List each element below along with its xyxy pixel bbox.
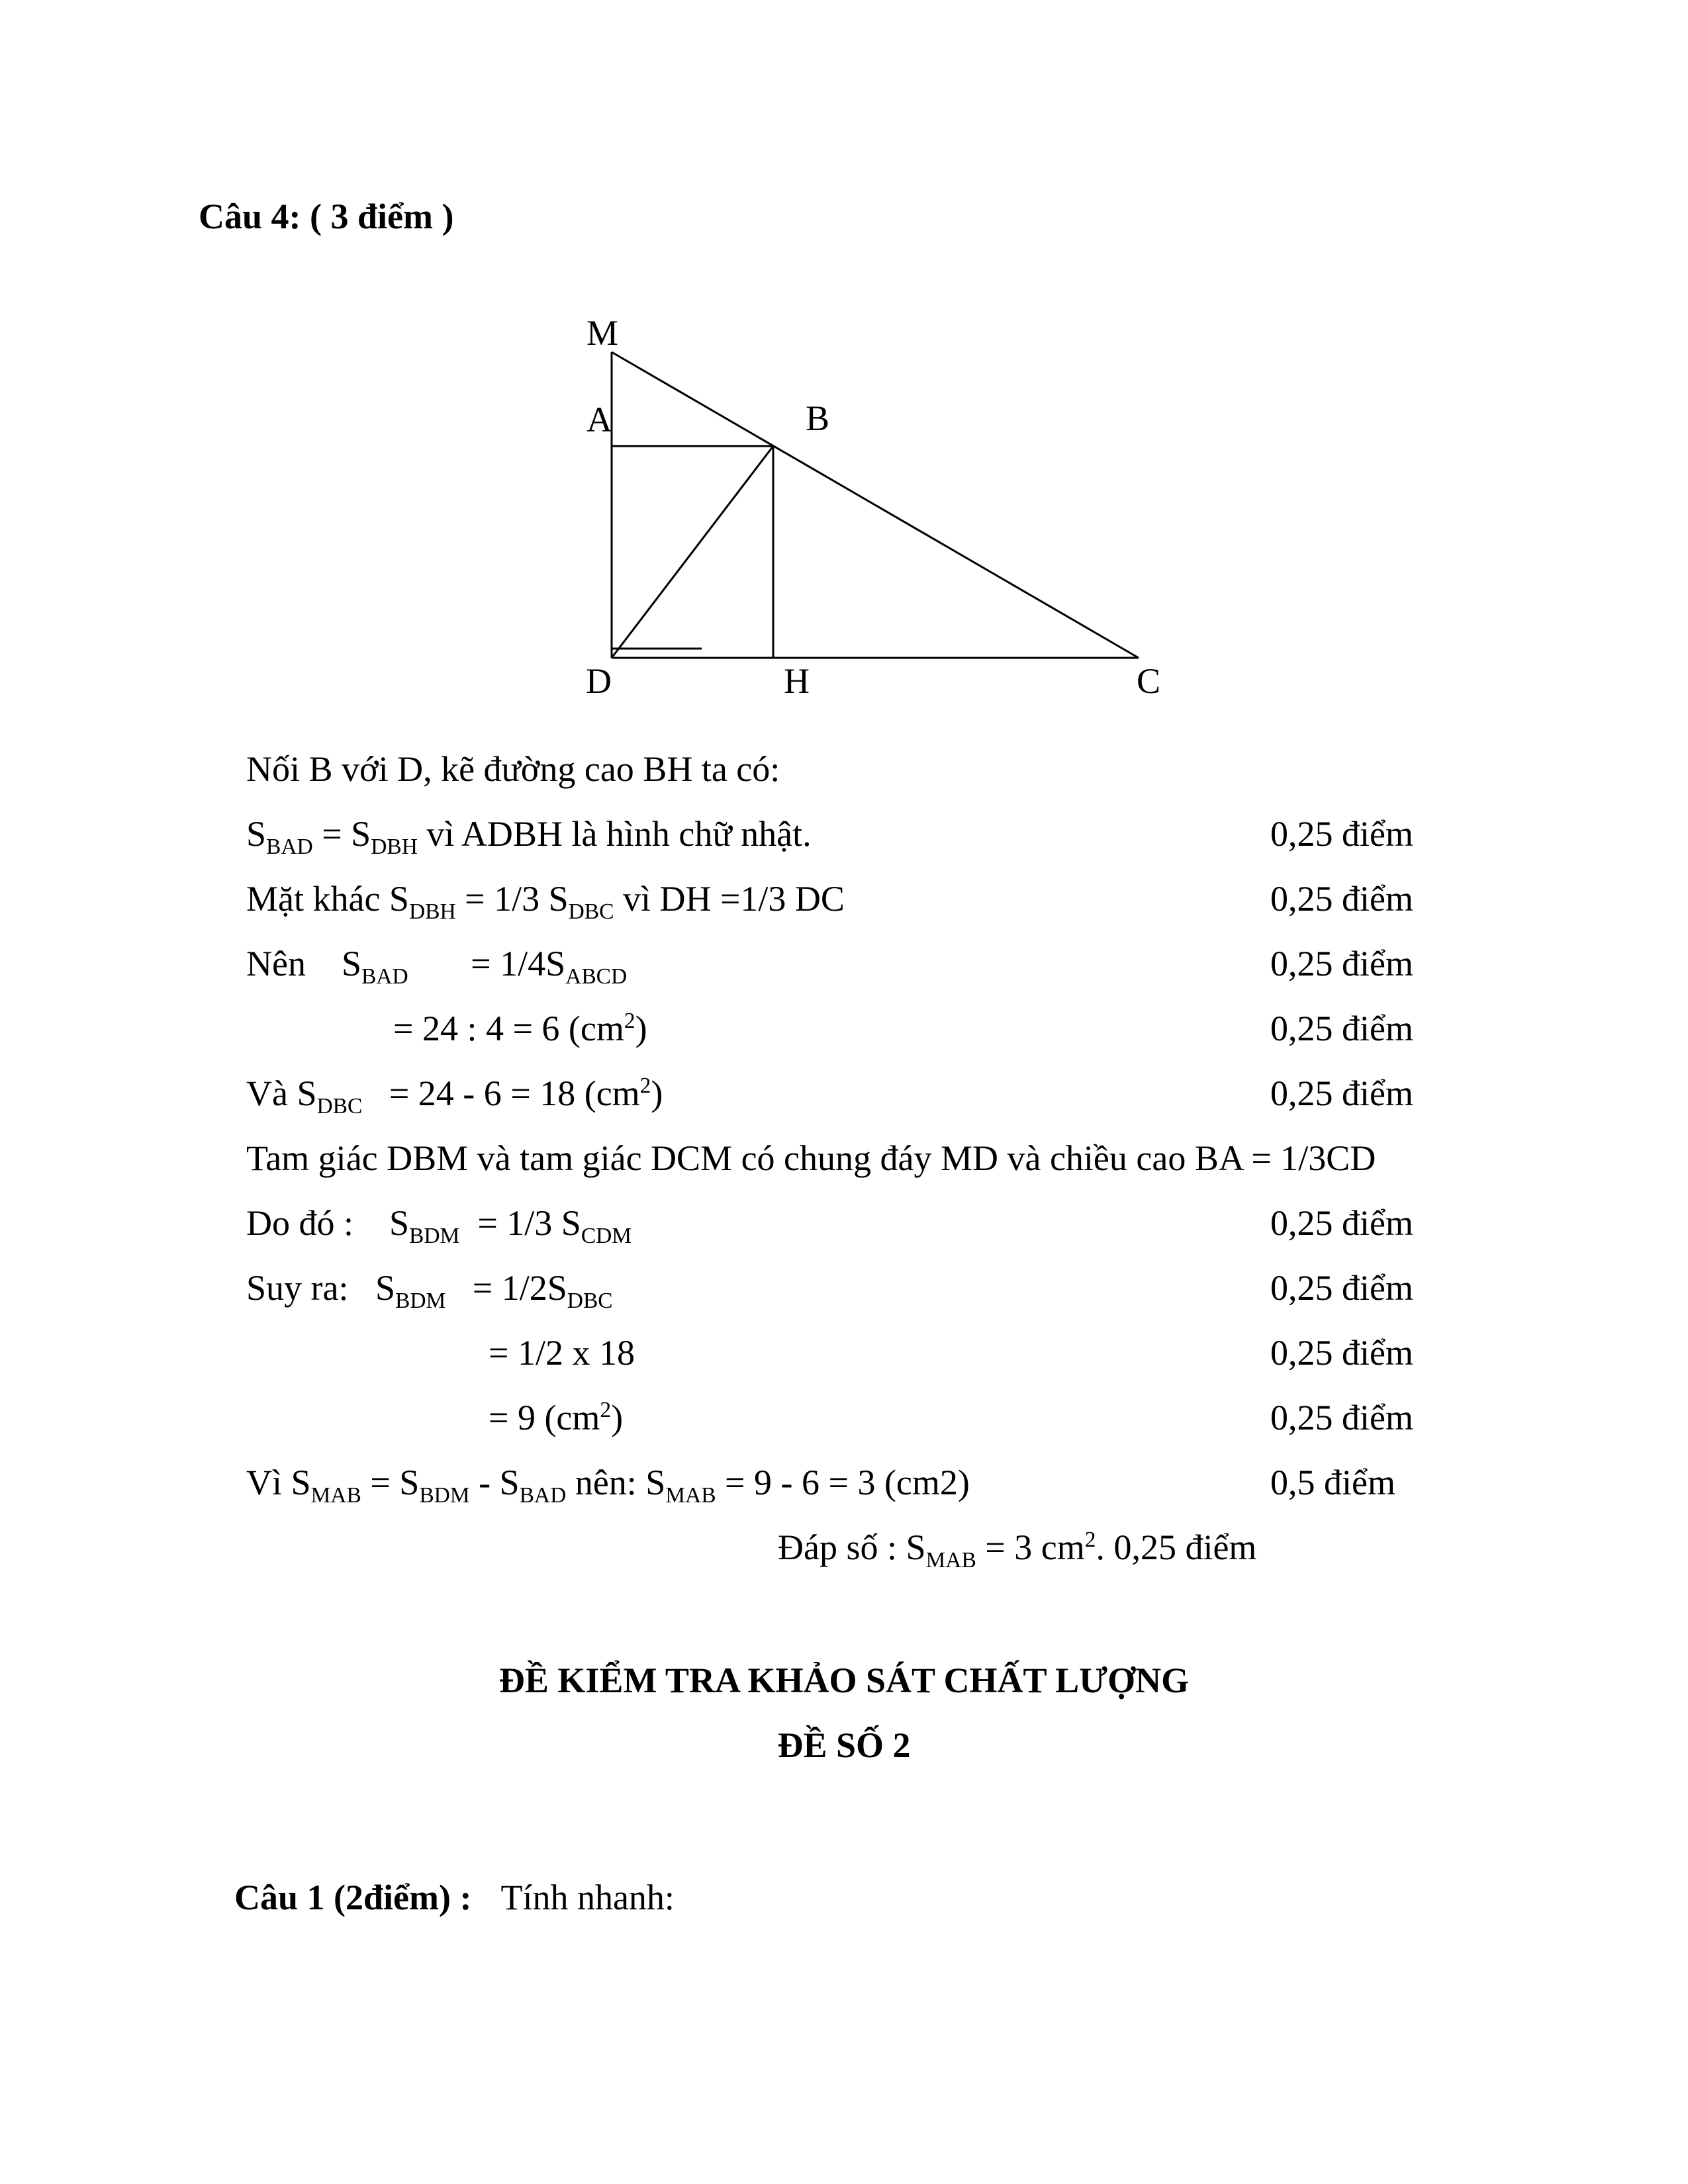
segment-mc [612, 352, 1139, 658]
score-label: 0,5 điểm [1270, 1463, 1395, 1502]
point-label-c: C [1137, 661, 1161, 695]
score-label: 0,25 điểm [1270, 1398, 1413, 1437]
solution-row-text: = 1/2 x 18 [489, 1333, 635, 1373]
solution-intro [246, 737, 1544, 801]
point-label-a: A [586, 400, 612, 439]
segment-db [612, 446, 773, 658]
solution-row-text: Nên $S_{BAD}$ = $1/4S_{ABCD}$ [246, 944, 628, 989]
score-label: 0,25 điểm [1270, 1009, 1413, 1048]
score-label: 0,25 điểm [1270, 879, 1413, 919]
solution-row [246, 1061, 1544, 1126]
solution-row [246, 1255, 1544, 1320]
score-label: 0,25 điểm [1270, 814, 1413, 854]
solution-intro-text: Nối B với D, kẽ đường cao BH ta có: [246, 749, 780, 789]
section-title: ĐỀ KIỂM TRA KHẢO SÁT CHẤT LƯỢNG [498, 1661, 1190, 1700]
point-label-b: B [806, 398, 830, 438]
solution-block [246, 737, 1544, 1580]
solution-row-text: = 24 : 4 = 6 $(cm^2)$ [393, 1009, 647, 1048]
solution-row-text: Suy ra: $S_{BDM} = 1/2S_{DBC}$ [246, 1268, 613, 1313]
point-label-d: D [586, 661, 612, 695]
solution-row [246, 1450, 1544, 1515]
score-label: 0,25 điểm [1270, 1203, 1413, 1243]
question-1-heading [199, 1800, 675, 1995]
solution-row-text: Mặt khác $S_{DBH} = 1/3$ $S_{DBC}$ vì DH =1/3 DC [246, 879, 845, 924]
score-label: 0,25 điểm [1270, 1268, 1413, 1308]
question-1-label: Câu 1 (2điểm) : [234, 1878, 472, 1917]
solution-row [246, 1515, 1544, 1580]
section-subtitle: ĐỀ SỐ 2 [777, 1725, 911, 1765]
solution-rows [246, 801, 1544, 1580]
point-label-m: M [586, 313, 619, 353]
point-label-h: H [784, 661, 810, 695]
question-1-text: Tính nhanh: [500, 1878, 675, 1917]
solution-row [246, 931, 1544, 996]
solution-row-text: Vì $S_{MAB} = S_{BDM} - S_{BAD}$ nên: $S_{MAB} = 9 - 6 = 3$ (cm2) [246, 1463, 970, 1508]
solution-row [246, 1191, 1544, 1255]
solution-row-text: Và $S_{DBC} = 24 - 6 = 18$ $(cm^2)$ [246, 1073, 663, 1118]
solution-row [246, 866, 1544, 931]
solution-row-text: = 9 $(cm^2)$ [489, 1398, 624, 1437]
solution-row-text: Tam giác DBM và tam giác DCM có chung đáy MD và chiều cao BA = 1/3CD [246, 1138, 1376, 1178]
solution-row [246, 1385, 1544, 1450]
solution-row-text: $S_{BAD} = S_{DBH}$ vì ADBH là hình chữ nhật. [246, 814, 812, 859]
geometry-figure [569, 311, 1178, 695]
score-label: 0,25 điểm [1270, 1073, 1413, 1113]
solution-row [246, 1126, 1544, 1191]
solution-row [246, 996, 1544, 1061]
solution-row-text: Do đó : $S_{BDM} = 1/3$ $S_{CDM}$ [246, 1203, 632, 1248]
solution-row-text: Đáp số : $S_{MAB} = 3$ $cm^2$. 0,25 điểm [778, 1527, 1257, 1572]
question-4-heading: Câu 4: ( 3 điểm ) [199, 197, 454, 236]
score-label: 0,25 điểm [1270, 944, 1413, 983]
solution-row [246, 1320, 1544, 1385]
score-label: 0,25 điểm [1270, 1333, 1413, 1373]
solution-row [246, 801, 1544, 866]
